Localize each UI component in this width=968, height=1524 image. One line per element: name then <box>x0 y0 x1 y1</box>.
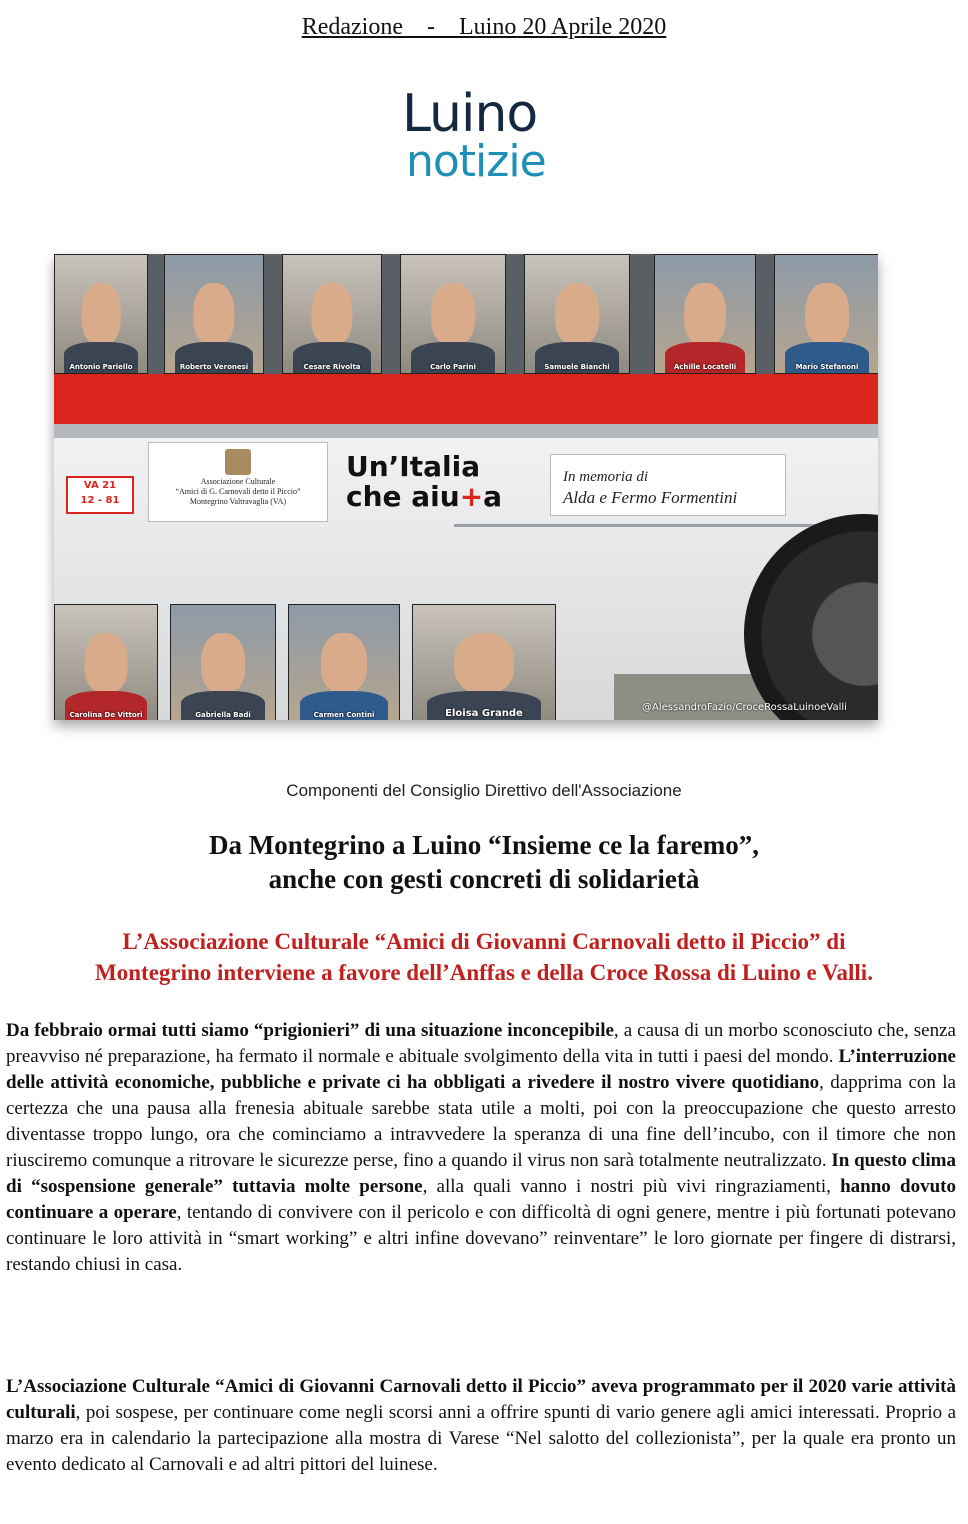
portrait-tile <box>412 604 556 720</box>
portrait-name: Achille Locatelli <box>673 363 737 371</box>
slogan-line2 <box>346 482 546 512</box>
photo-caption: Componenti del Consiglio Direttivo dell'Associazione <box>286 781 682 800</box>
portrait-name: Antonio Pariello <box>69 363 133 371</box>
logo-line1: Luino <box>402 84 538 144</box>
association-sticker <box>148 442 328 522</box>
portrait-tile <box>164 254 264 374</box>
portrait-tile <box>54 604 158 720</box>
p1-segment: , dapprima con la certezza che una pausa alla frenesia abituale sarebbe stata utile a molti, poi con la preoccupazione che questo arresto diventasse troppo lungo, ora che cominciamo a intravvedere la speranza di una fine dell’incubo, con il timore che non riusciremo comunque a ritrovare le sicurezze perse, fino a quando il virus non sarà totalmente neutralizzato. <box>6 1072 956 1171</box>
body-paragraph-2 <box>6 1374 956 1478</box>
assoc-sticker-line2: “Amici di G. Carnovali detto il Piccio” <box>175 487 301 496</box>
headline-line1: Da Montegrino a Luino “Insieme ce la faremo”, <box>209 830 759 860</box>
memorial-line2: Alda e Fermo Formentini <box>563 488 738 507</box>
face <box>321 633 367 693</box>
license-plate-sticker <box>66 476 134 514</box>
subhead-line1: L’Associazione Culturale “Amici di Giovanni Carnovali detto il Piccio” di <box>122 929 846 954</box>
portrait-tile <box>524 254 630 374</box>
portrait-name: Mario Stefanoni <box>795 363 859 371</box>
logo-line2: notizie <box>406 136 546 187</box>
portrait-tile <box>400 254 506 374</box>
carnovali-portrait-icon <box>225 449 251 475</box>
header-place-date: Luino 20 Aprile 2020 <box>458 14 667 40</box>
portrait-tile <box>288 604 400 720</box>
face <box>454 633 514 693</box>
photo-credit: @AlessandroFazio/CroceRossaLuinoeValli <box>642 702 847 713</box>
portrait-name: Carlo Parini <box>430 363 476 371</box>
face <box>311 283 352 344</box>
face <box>193 283 234 344</box>
p2-segment: L’Associazione Culturale “Amici di Giovanni Carnovali detto il Piccio” aveva programmato per il 2020 varie attività culturali <box>6 1376 956 1423</box>
portrait-name: Carmen Contini <box>313 711 375 719</box>
portrait-name: Eloisa Grande <box>445 708 523 719</box>
slogan-sticker <box>346 452 546 512</box>
p2-segment: , poi sospese, per continuare come negli scorsi anni a offrire spunti di vario genere agli amici interessati. Proprio a marzo era in calendario la partecipazione alla mostra di Varese “Nel salotto del collezionista”, per la quale era pronto un evento dedicato al Carnovali e ad altri pittori del luinese. <box>6 1402 956 1475</box>
p1-segment: , a causa di un morbo sconosciuto che, senza preavviso né preparazione, ha fermato il normale e abituale svolgimento della vita in tutti i paesi del mondo. <box>6 1020 956 1067</box>
slogan-line1: Un’Italia <box>346 450 481 483</box>
assoc-sticker-line1: Associazione Culturale <box>200 477 276 486</box>
face <box>431 283 475 344</box>
luino-notizie-logo <box>402 84 562 194</box>
portrait-tile <box>282 254 382 374</box>
face <box>85 633 128 693</box>
memorial-line1: In memoria di <box>563 469 648 485</box>
assoc-sticker-line3: Montegrino Valtravaglia (VA) <box>189 497 287 506</box>
face <box>201 633 245 693</box>
p1-segment: L’interruzione delle attività economiche, pubbliche e private ci ha obbligati a rivedere il nostro vivere quotidiano <box>6 1046 956 1093</box>
p1-segment: , tentando di convivere con il pericolo e con difficoltà di ogni genere, mentre i più fortunati potevano continuare le loro attività in “smart working” e altri infine dovevano” reinventare” le loro giornate per fingere di distrarsi, restando chiusi in casa. <box>6 1202 956 1275</box>
header-separator: - <box>426 14 435 40</box>
plate-line2: 12 - 81 <box>80 495 120 506</box>
face <box>555 283 599 344</box>
van-stripe <box>54 424 878 438</box>
subhead-line2: Montegrino interviene a favore dell’Anffas e della Croce Rossa di Luino e Valli. <box>95 960 873 985</box>
portrait-tile <box>54 254 148 374</box>
board-photo-collage <box>54 254 878 720</box>
portrait-tile <box>170 604 276 720</box>
article-subheadline <box>0 926 968 988</box>
header-source: Redazione <box>301 14 403 40</box>
face <box>805 283 849 344</box>
p1-segment: Da febbraio ormai tutti siamo “prigionieri” di una situazione inconcepibile <box>6 1020 614 1041</box>
portrait-name: Cesare Rivolta <box>303 363 361 371</box>
p1-segment: hanno dovuto continuare a operare <box>6 1176 956 1223</box>
red-cross-icon: + <box>459 480 484 513</box>
portrait-tile <box>774 254 878 374</box>
p1-segment: , alla quali vanno i nostri più vivi ringraziamenti, <box>422 1176 841 1197</box>
portrait-name: Samuele Bianchi <box>544 363 610 371</box>
portrait-name: Gabriella Badi <box>195 711 251 719</box>
header-line <box>0 14 968 41</box>
portrait-name: Roberto Veronesi <box>179 363 249 371</box>
article-headline <box>0 828 968 896</box>
headline-line2: anche con gesti concreti di solidarietà <box>268 864 700 894</box>
memorial-sticker <box>550 454 786 516</box>
slogan-line2-start: che aiu <box>346 480 460 513</box>
plate-line1: VA 21 <box>83 480 117 491</box>
slogan-line2-end: a <box>483 480 503 513</box>
face <box>684 283 726 344</box>
portrait-tile <box>654 254 756 374</box>
portrait-name: Carolina De Vittori <box>69 711 143 719</box>
van-red-band <box>54 374 878 424</box>
p1-segment: In questo clima di “sospensione generale” tuttavia molte persone <box>6 1150 956 1197</box>
body-paragraph-1 <box>6 1018 956 1278</box>
face <box>82 283 121 344</box>
